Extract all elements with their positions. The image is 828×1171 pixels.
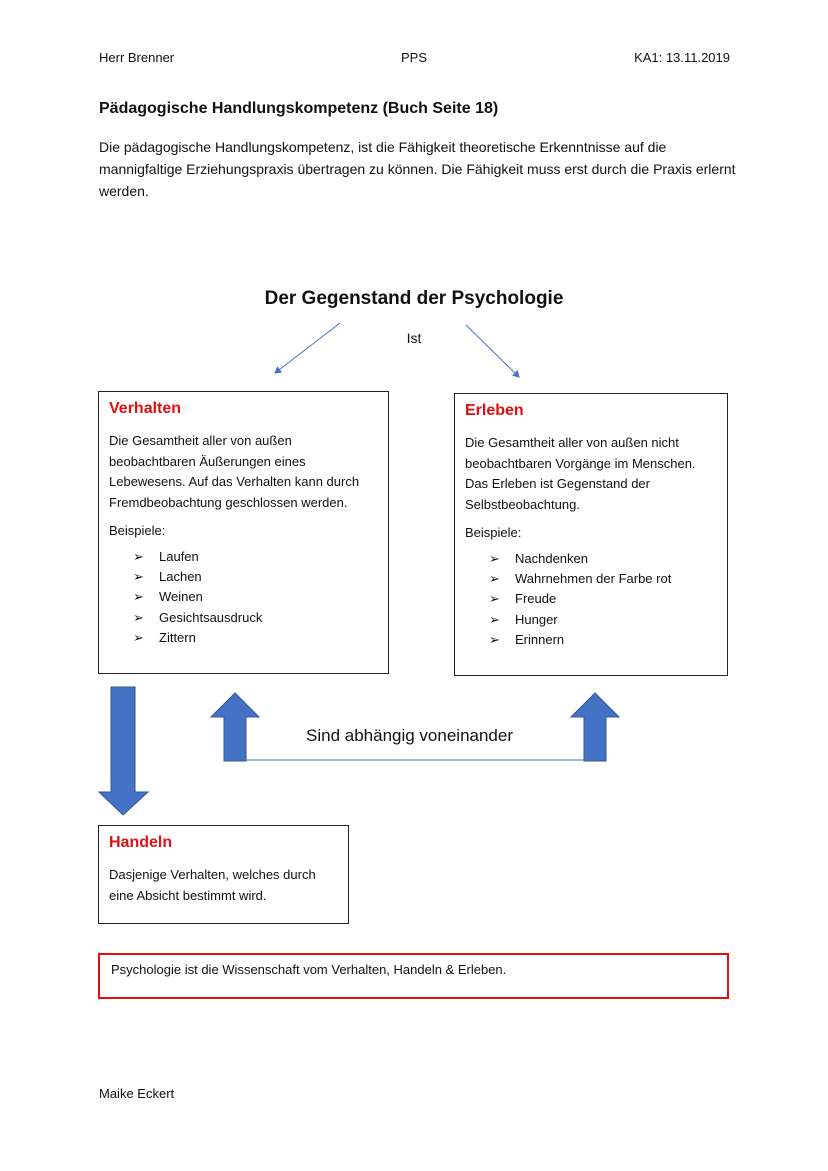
list-item: ➢ Hunger (489, 610, 717, 630)
handeln-box (98, 825, 349, 924)
list-item: ➢ Weinen (133, 587, 378, 607)
header-date: KA1: 13.11.2019 (634, 50, 730, 65)
arrow-to-verhalten (275, 323, 340, 373)
erleben-text: Die Gesamtheit aller von außen nicht beobachtbaren Vorgänge im Menschen. Das Erleben ist Gegenstand der Selbstbeobachtung. (465, 435, 696, 512)
verhalten-text: Die Gesamtheit aller von außen beobachtbaren Äußerungen eines Lebewesens. Auf das Verhalten kann durch Fremdbeobachtung geschlossen werden. (109, 433, 360, 510)
connector-label: Ist (406, 330, 422, 346)
list-item: ➢ Zittern (133, 628, 378, 648)
dependency-label: Sind abhängig voneinander (306, 726, 514, 745)
erleben-box (454, 393, 728, 676)
intro-paragraph: Die pädagogische Handlungskompetenz, ist die Fähigkeit theoretische Erkenntnisse auf die mannigfaltige Erziehungspraxis übertragen zu können. Die Fähigkeit muss erst durch die Praxis erlernt werden. (99, 139, 736, 199)
verhalten-examples-label: Beispiele: (109, 523, 166, 538)
verhalten-box (98, 391, 389, 674)
up-arrow-left-icon (211, 693, 259, 761)
list-item: ➢ Laufen (133, 547, 378, 567)
list-item: ➢ Gesichtsausdruck (133, 608, 378, 628)
list-item: ➢ Nachdenken (489, 549, 717, 569)
handeln-text: Dasjenige Verhalten, welches durch eine Absicht bestimmt wird. (109, 867, 316, 903)
verhalten-examples-list (109, 547, 378, 648)
erleben-examples-label: Beispiele: (465, 525, 522, 540)
header-subject: PPS (400, 50, 427, 65)
definition-box: Psychologie ist die Wissenschaft vom Verhalten, Handeln & Erleben. (98, 953, 729, 999)
erleben-title: Erleben (465, 402, 524, 419)
erleben-examples-list (465, 549, 717, 650)
up-arrow-right-icon (571, 693, 619, 761)
list-item: ➢ Freude (489, 589, 717, 609)
footer-author: Maike Eckert (99, 1086, 175, 1101)
list-item: ➢ Lachen (133, 567, 378, 587)
arrow-to-erleben (466, 325, 519, 377)
page-title: Pädagogische Handlungskompetenz (Buch Seite 18) (99, 100, 499, 117)
verhalten-title: Verhalten (109, 400, 182, 417)
list-item: ➢ Wahrnehmen der Farbe rot (489, 569, 717, 589)
diagram-title: Der Gegenstand der Psychologie (264, 288, 564, 309)
list-item: ➢ Erinnern (489, 630, 717, 650)
handeln-title: Handeln (109, 834, 173, 851)
header-teacher: Herr Brenner (99, 50, 175, 65)
down-arrow-icon (99, 687, 148, 815)
